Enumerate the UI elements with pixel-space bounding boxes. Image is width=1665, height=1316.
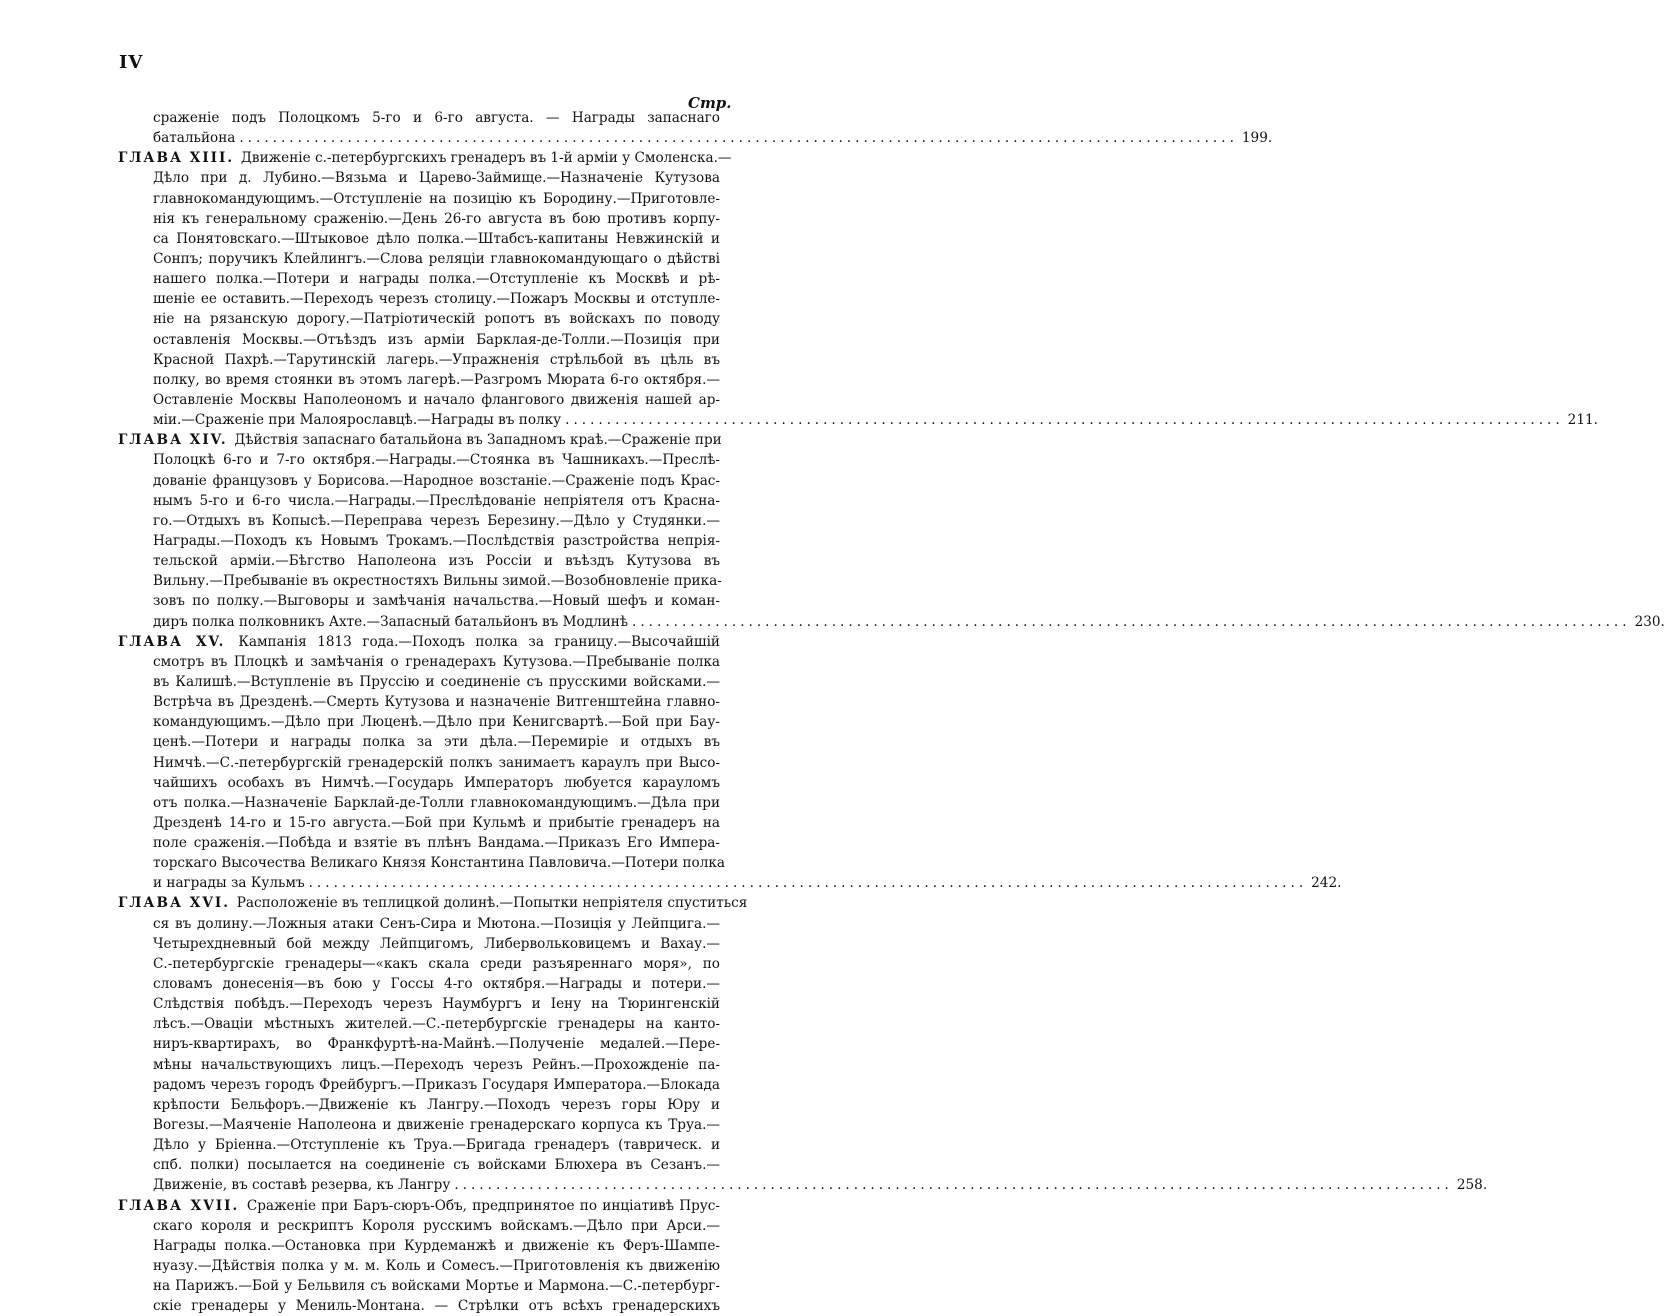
toc-line-text: міи.—Сраженіе при Малоярославцѣ.—Награды въ полку [153,412,562,429]
leader-dots: ........................................................................................................................ [308,875,1308,892]
toc-line [118,551,720,571]
chapter-label: ГЛАВА XIII. [118,150,241,167]
toc-line-text: главнокомандующимъ.—Отступленіе на позицію къ Бородину.—Приготовле- [153,190,720,207]
toc-line-text: въ Калишѣ.—Вступленіе въ Пруссію и соединеніе съ прусскими войсками.— [153,673,720,690]
toc-entry-last-line [118,1175,1488,1195]
toc-line-text: зовъ по полку.—Выговоры и замѣчанія начальства.—Новый шефъ и коман- [153,593,720,610]
toc-line-text: Нимчѣ.—С.-петербургскій гренадерскій полкъ занимаетъ караулъ при Высо- [153,754,720,771]
toc-line [118,1276,720,1296]
toc-line-text: Награды.—Походъ къ Новымъ Трокамъ.—Послѣдствія разстройства непрія- [153,532,720,549]
toc-line-text: смотръ въ Плоцкѣ и замѣчанія о гренадерахъ Кутузова.—Пребываніе полка [153,653,720,670]
toc-line [118,1075,720,1095]
toc-line-text: полку, во время стоянки въ этомъ лагерѣ.—Разгромъ Мюрата 6-го октября.— [153,371,720,388]
toc-page-ref: 211. [1567,412,1598,429]
leader-dots: ........................................................................................................................ [632,613,1631,630]
toc-line-text: поле сраженія.—Побѣда и взятіе въ плѣнъ Вандама.—Приказъ Его Импера- [153,835,720,852]
toc-line-text: отъ полка.—Назначеніе Барклай-де-Толли главнокомандующимъ.—Дѣла при [153,794,720,811]
toc-line-text: Сраженіе при Баръ-сюръ-Объ, предпринятое по инціативѣ Прус- [246,1197,720,1214]
toc-line-text: мѣны начальствующихъ лицъ.—Переходъ черезъ Рейнъ.—Прохожденіе па- [153,1056,720,1073]
toc-line [118,833,720,853]
toc-line [118,511,720,531]
toc-line-text: Награды полка.—Остановка при Курдеманжѣ и движеніе къ Феръ-Шампе- [153,1237,720,1254]
toc-line [118,1115,720,1135]
chapter-label: ГЛАВА XIV. [118,432,235,449]
toc-line-text: Дрезденѣ 14-го и 15-го августа.—Бой при Кульмѣ и прибытіе гренадеръ на [153,814,720,831]
toc-line [118,249,720,269]
toc-line [118,813,720,833]
toc-line-text: Красной Пахрѣ.—Тарутинскій лагерь.—Упражненія стрѣльбой въ цѣль въ [153,351,720,368]
toc-line [118,994,720,1014]
toc-line-text: оставленія Москвы.—Отъѣздъ изъ арміи Барклая-де-Толли.—Позиція при [153,331,720,348]
toc-line [118,471,720,491]
toc-line [118,954,720,974]
toc-line [118,773,720,793]
toc-line-text: скаго короля и рескриптъ Короля русскимъ войскамъ.—Дѣло при Арси.— [153,1217,720,1234]
table-of-contents [118,108,1665,1316]
toc-page-ref: 230. [1634,613,1665,630]
toc-line-text: Полоцкѣ 6-го и 7-го октября.—Награды.—Стоянка въ Чашникахъ.—Преслѣ- [153,452,720,469]
toc-line [118,390,720,410]
toc-line-text: ся въ долину.—Ложныя атаки Сенъ-Сира и Мютона.—Позиція у Лейпцига.— [153,915,720,932]
toc-line [118,1216,720,1236]
toc-line-text: С.-петербургскіе гренадеры—«какъ скала среди разъяреннаго моря», по [153,955,720,972]
toc-line-text: Расположеніе въ теплицкой долинѣ.—Попытки непріятеля спуститься [236,895,748,912]
toc-line-text: и награды за Кульмъ [153,875,305,892]
toc-line-text: Движеніе с.-петербургскихъ гренадеръ въ 1-й арміи у Смоленска.— [240,150,732,167]
toc-line [118,1236,720,1256]
toc-line [118,934,720,954]
toc-line-text: шеніе ее оставить.—Переходъ черезъ столицу.—Пожаръ Москвы и отступле- [153,291,720,308]
toc-line [118,1256,720,1276]
toc-line-text: крѣпости Бельфоръ.—Движеніе къ Лангру.—Походъ черезъ горы Юру и [153,1096,720,1113]
toc-line-text: торскаго Высочества Великаго Князя Константина Павловича.—Потери полка [153,855,725,872]
toc-line-text: ніе на рязанскую дорогу.—Патріотическій ропотъ въ войскахъ по поводу [153,311,720,328]
toc-line-text: сраженіе подъ Полоцкомъ 5-го и 6-го августа. — Награды запаснаго [153,110,720,126]
toc-line-text: на Парижъ.—Бой у Бельвиля съ войсками Мортье и Мармона.—С.-петербург- [153,1278,720,1295]
page-number: IV [119,52,144,73]
toc-entry-last-line [118,410,1598,430]
toc-line [118,269,720,289]
toc-line [118,672,720,692]
toc-line [118,1155,720,1175]
toc-line [118,591,720,611]
toc-line-text: Дѣйствія запаснаго батальйона въ Западномъ краѣ.—Сраженіе при [234,432,722,449]
toc-line [118,732,720,752]
toc-line [118,309,720,329]
leader-dots: ........................................................................................................................ [239,130,1238,147]
toc-entry-last-line [118,612,1665,632]
toc-line-text: Дѣло при д. Лубино.—Вязьма и Царево-Займище.—Назначеніе Кутузова [153,170,720,187]
toc-entry-last-line [118,873,1342,893]
toc-line-text: диръ полка полковникъ Ахте.—Запасный батальйонъ въ Модлинѣ [153,613,629,630]
toc-line-text: нымъ 5-го и 6-го числа.—Награды.—Преслѣдованіе непріятеля отъ Красна- [153,492,720,509]
toc-line [118,1055,720,1075]
page-column-header: Стр. [688,94,732,112]
toc-line [118,491,720,511]
toc-line [118,692,720,712]
toc-line-text: лѣсъ.—Оваціи мѣстныхъ жителей.—С.-петербургскіе гренадеры на канто- [153,1016,720,1033]
toc-line-text: нашего полка.—Потери и награды полка.—Отступленіе къ Москвѣ и рѣ- [153,271,720,288]
toc-line-text: Вильну.—Пребываніе въ окрестностяхъ Вильны зимой.—Возобновленіе прика- [153,573,722,590]
toc-line-text: чайшихъ особахъ въ Нимчѣ.—Государь Императоръ любуется карауломъ [153,774,720,791]
toc-line-text: нія къ генеральному сраженію.—День 26-го августа въ бою противъ корпу- [153,210,720,227]
toc-line [118,168,720,188]
toc-line [118,330,720,350]
toc-line-text: Оставленіе Москвы Наполеономъ и начало флангового движенія нашей ар- [153,391,720,408]
leader-dots: ........................................................................................................................ [454,1177,1453,1194]
toc-line [118,350,720,370]
toc-line [118,229,720,249]
toc-line [118,531,720,551]
toc-line [118,1296,720,1316]
toc-line [118,712,720,732]
toc-line [118,1034,720,1054]
toc-line [118,1095,720,1115]
toc-line-text: го.—Отдыхъ въ Копысѣ.—Переправа черезъ Березину.—Дѣло у Студянки.— [153,512,720,529]
toc-line-text: радомъ черезъ городъ Фрейбургъ.—Приказъ Государя Императора.—Блокада [153,1076,720,1093]
toc-line-text: Движеніе, въ составѣ резерва, къ Лангру [153,1177,451,1194]
toc-line [118,1135,720,1155]
toc-line [118,108,720,128]
toc-line [118,974,720,994]
chapter-heading-line [118,148,732,168]
toc-line [118,571,720,591]
toc-line [118,209,720,229]
toc-line [118,1014,720,1034]
toc-line-text: дованіе французовъ у Борисова.—Народное возстаніе.—Сраженіе подъ Крас- [153,472,720,489]
toc-line-text: тельской арміи.—Бѣгство Наполеона изъ Россіи и въѣздъ Кутузова въ [153,553,720,570]
toc-line-text: скіе гренадеры у Мениль-Монтана. — Стрѣлки отъ всѣхъ гренадерскихъ [153,1298,720,1315]
chapter-label: ГЛАВА XVII. [118,1197,247,1214]
toc-line-text: Кампанія 1813 года.—Походъ полка за границу.—Высочайшій [238,633,720,650]
chapter-label: ГЛАВА XV. [118,633,239,650]
toc-entry-last-line [118,128,1273,148]
toc-line [118,370,720,390]
toc-line-text: Четырехдневный бой между Лейпцигомъ, Либервольковицемъ и Вахау.— [153,935,720,952]
toc-line [118,853,725,873]
toc-line-text: Вогезы.—Маяченіе Наполеона и движеніе гренадерскаго корпуса къ Труа.— [153,1117,720,1134]
toc-line [118,914,720,934]
toc-line [118,450,720,470]
toc-line-text: са Понятовскаго.—Штыковое дѣло полка.—Штабсъ-капитаны Невжинскій и [153,230,720,247]
chapter-label: ГЛАВА XVI. [118,895,237,912]
toc-line-text: ниръ-квартирахъ, во Франкфуртѣ-на-Майнѣ.—Полученіе медалей.—Пере- [153,1036,720,1053]
toc-line-text: словамъ донесенія—въ бою у Госсы 4-го октября.—Награды и потери.— [153,976,720,993]
toc-line [118,753,720,773]
toc-page-ref: 199. [1241,130,1273,147]
toc-line-text: Слѣдствія побѣдъ.—Переходъ черезъ Наумбургъ и Іену на Тюрингенскій [153,996,720,1013]
toc-line [118,189,720,209]
toc-page-ref: 258. [1456,1177,1488,1194]
toc-line [118,289,720,309]
chapter-heading-line [118,893,748,913]
toc-line-text: командующимъ.—Дѣло при Люценѣ.—Дѣло при Кенигсвартѣ.—Бой при Бау- [153,714,720,731]
toc-line-text: Дѣло у Бріенна.—Отступленіе къ Труа.—Бригада гренадеръ (таврическ. и [153,1137,720,1154]
chapter-heading-line [118,632,720,652]
chapter-heading-line [118,430,720,450]
toc-line [118,793,720,813]
leader-dots: ........................................................................................................................ [565,412,1564,429]
toc-line-text: спб. полки) посылается на соединеніе съ войсками Блюхера въ Сезанъ.— [153,1157,720,1174]
toc-line [118,652,720,672]
toc-page-ref: 242. [1311,875,1342,892]
chapter-heading-line [118,1196,720,1216]
toc-line-text: Сонпъ; поручикъ Клейлингъ.—Слова реляціи главнокомандующаго о дѣйстві [153,250,720,267]
toc-line-text: ценѣ.—Потери и награды полка за эти дѣла.—Перемиріе и отдыхъ въ [153,734,720,751]
toc-line-text: нуазу.—Дѣйствія полка у м. м. Коль и Сомесъ.—Приготовленія къ движенію [153,1258,720,1275]
toc-line-text: батальйона [153,130,236,147]
toc-line-text: Встрѣча въ Дрезденѣ.—Смерть Кутузова и назначеніе Витгенштейна главно- [153,694,720,711]
